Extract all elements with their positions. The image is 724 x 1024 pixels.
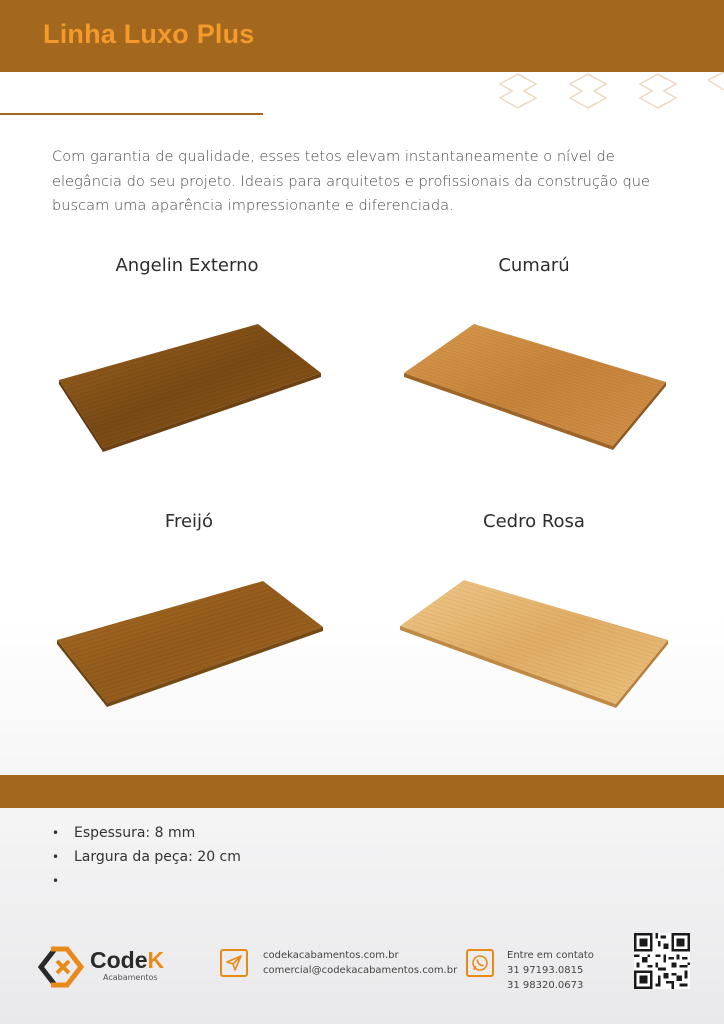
contact-title: Entre em contato [507,950,594,961]
specs-list [52,821,241,893]
product-name: Cumarú [498,255,570,276]
send-icon [220,949,248,977]
intro-paragraph: Com garantia de qualidade, esses tetos elevam instantaneamente o nível de elegância do seu projeto. Ideais para arquitetos e profissionais da construção que buscam uma aparência impressionante e diferenciada. [52,148,650,214]
spec-item: • Largura da peça: 20 cm [52,849,241,865]
product-name: Angelin Externo [115,255,259,276]
phone-number[interactable]: 31 98320.0673 [507,980,584,991]
email-link[interactable]: comercial@codekacabamentos.com.br [263,965,458,976]
brand-name: CodeK [90,947,165,973]
contact-web-email [263,948,457,978]
wood-panel-cumaru [398,318,673,458]
website-link[interactable]: codekacabamentos.com.br [263,950,399,961]
product-name: Cedro Rosa [483,511,585,532]
codek-logo [35,940,185,992]
wood-panel-cedro-rosa [396,574,674,714]
whatsapp-icon [466,949,494,977]
wood-panel-freijo [55,575,330,710]
contact-phones [507,948,594,993]
accent-band [0,775,724,808]
product-name: Freijó [164,511,214,532]
brand-subtitle: Acabamentos [103,973,158,982]
wood-panel-angelin-externo [55,318,325,453]
decorative-pattern [496,72,724,122]
page-title: Linha Luxo Plus [43,19,255,49]
qr-code[interactable] [634,933,690,989]
header-divider [0,113,263,115]
spec-item: • [52,874,60,888]
footer [0,930,724,1000]
spec-item: • Espessura: 8 mm [52,825,196,841]
header-bar [0,0,724,72]
codek-logo-icon [35,943,87,995]
phone-number[interactable]: 31 97193.0815 [507,965,584,976]
